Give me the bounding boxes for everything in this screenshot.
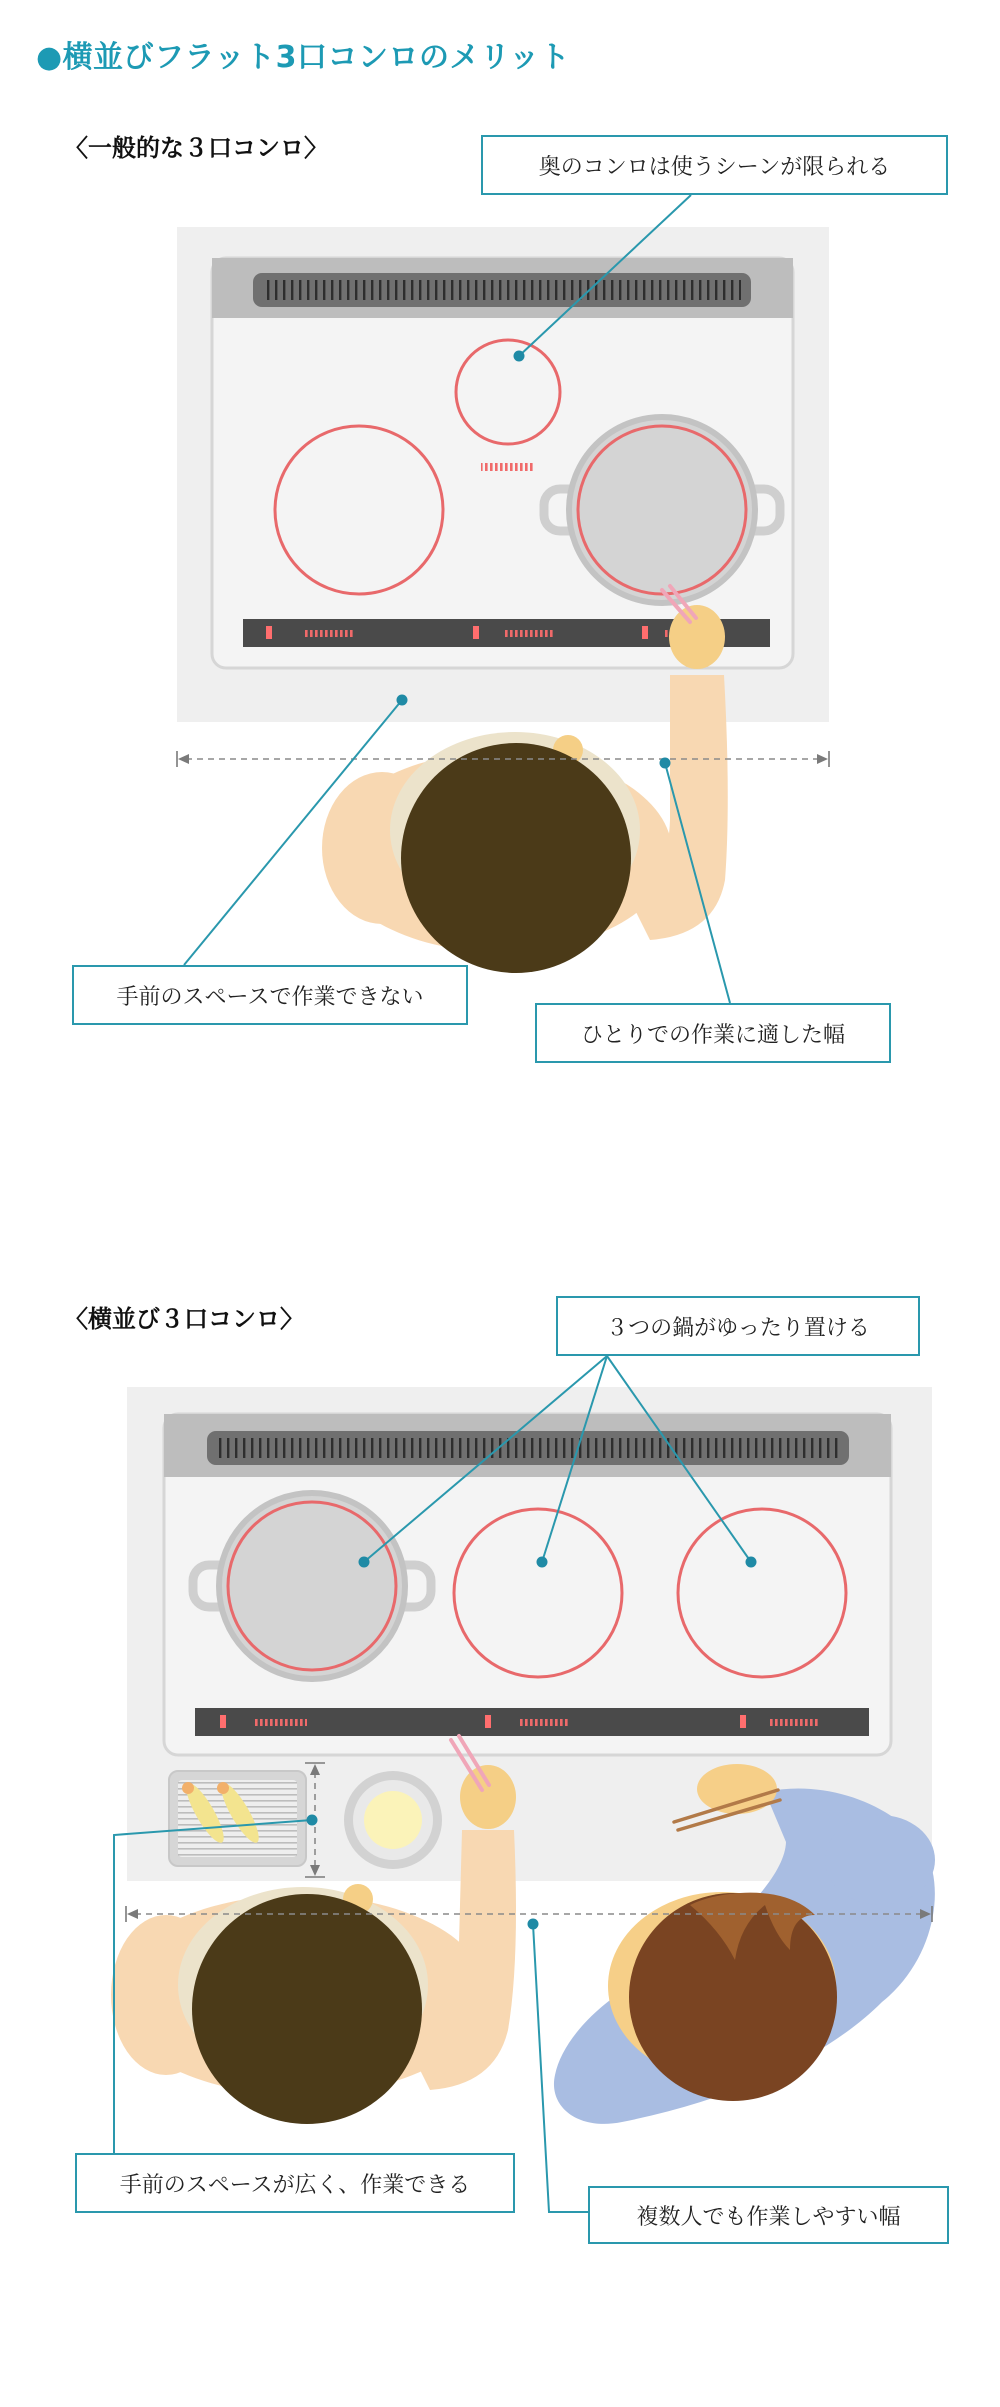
pot-body [569,417,755,603]
pot-body [219,1493,405,1679]
back-burner-indicator [481,463,533,471]
callout-text: 手前のスペースが広く、作業できる [119,2172,471,2198]
leader-dot [307,1815,318,1826]
cook-hand [697,1764,777,1814]
vent-slots [263,280,741,300]
control-marker [740,1715,746,1728]
leader-dot [528,1919,539,1930]
callout-width-side-by-side [588,2186,949,2244]
callout-text: 複数人でも作業しやすい幅 [636,2204,901,2230]
leader-dot [660,758,671,769]
cook-head [192,1894,422,2124]
cook-hand [669,605,725,669]
callout-three-pots [556,1296,920,1356]
cook-hand [460,1765,516,1829]
callout-text: ひとりでの作業に適した幅 [580,1022,845,1048]
control-marker [220,1715,226,1728]
section-label-side-by-side: 〈横並び３口コンロ〉 [64,1305,304,1333]
control-level-ticks [768,1719,818,1726]
section-label-conventional: 〈一般的な３口コンロ〉 [64,134,328,162]
control-marker [473,626,479,639]
control-marker [485,1715,491,1728]
side-by-side-stove-illustration [111,1356,935,2212]
callout-text: ３つの鍋がゆったり置ける [606,1315,870,1341]
page-title: ●横並びフラット3口コンロのメリット [36,40,571,75]
control-level-ticks [255,1719,307,1726]
plate [344,1771,442,1869]
control-marker [642,626,648,639]
leader-dot [514,351,525,362]
food-tip [217,1782,229,1794]
vent-slots [217,1438,839,1458]
control-level-ticks [503,630,555,637]
leader-dot [537,1557,548,1568]
control-level-ticks [518,1719,568,1726]
leader-dot [359,1557,370,1568]
callout-text: 手前のスペースで作業できない [116,984,424,1010]
control-marker [266,626,272,639]
conventional-stove-illustration [177,195,829,1003]
cook-head [401,743,631,973]
food-tip [182,1782,194,1794]
callout-front-space-conventional [72,965,468,1025]
control-level-ticks [303,630,355,637]
callout-width-conventional [535,1003,891,1063]
callout-text: 奥のコンロは使うシーンが限られる [538,154,891,180]
leader-dot [746,1557,757,1568]
control-panel [195,1708,869,1736]
leader-dot [397,695,408,706]
callout-front-space-side-by-side [75,2153,515,2213]
cook-arm-sleeve [825,1815,935,1905]
grill-tray [169,1771,306,1866]
callout-back-burner [481,135,948,195]
plate-food [364,1791,422,1849]
